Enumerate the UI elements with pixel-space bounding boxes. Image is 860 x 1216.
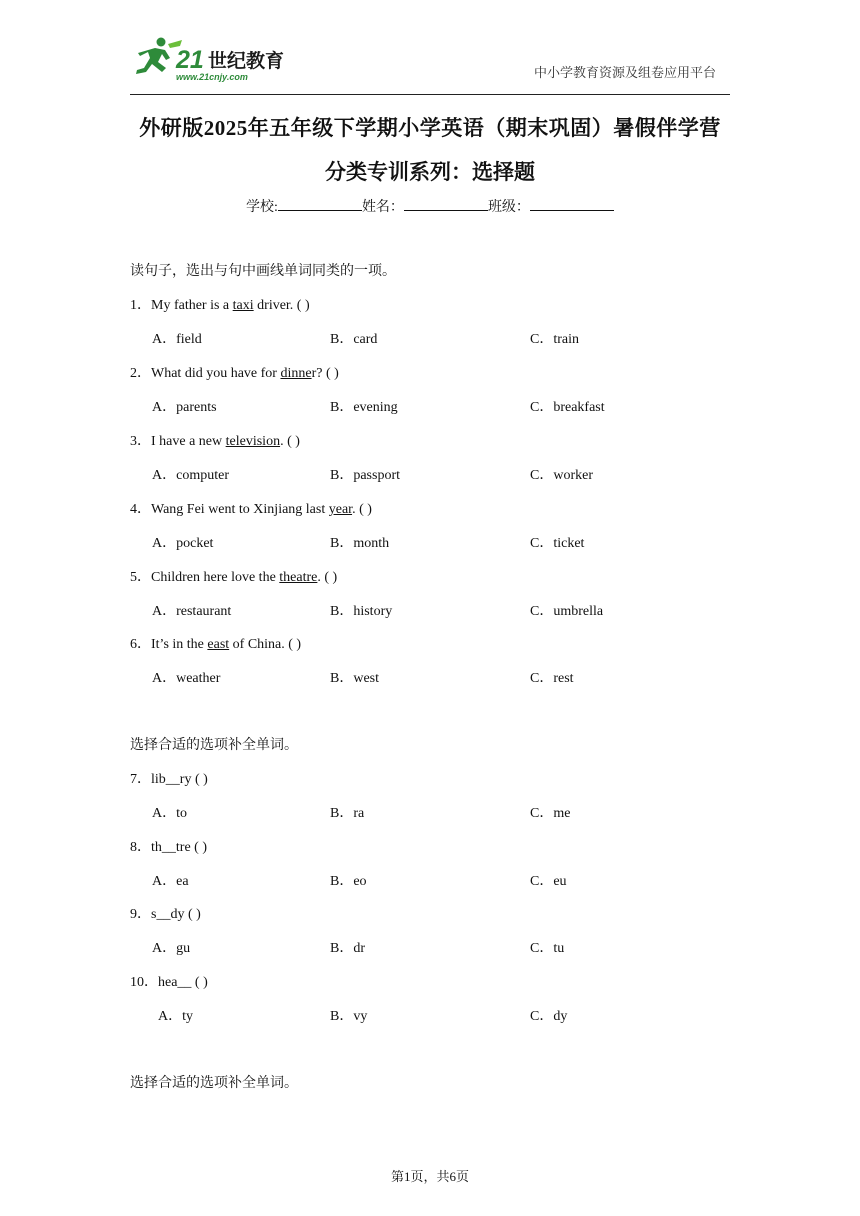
question: 7．lib__ry ( ): [130, 772, 208, 787]
option-a[interactable]: A．ea: [152, 874, 189, 889]
header-platform-text: 中小学教育资源及组卷应用平台: [533, 65, 716, 80]
option-a[interactable]: A．ty: [158, 1009, 193, 1024]
option-c[interactable]: C．umbrella: [530, 604, 604, 619]
option-row: [152, 802, 712, 822]
option-c[interactable]: C．ticket: [530, 536, 585, 551]
option-row: [152, 667, 712, 687]
option-b[interactable]: B．vy: [330, 1009, 368, 1024]
site-logo: [128, 36, 303, 82]
option-c[interactable]: C．train: [530, 332, 579, 347]
logo-text: 世纪教育: [208, 50, 285, 72]
option-b[interactable]: B．dr: [330, 941, 365, 956]
option-row: [158, 1005, 718, 1025]
question: 9．s__dy ( ): [130, 907, 201, 922]
option-row: [152, 464, 712, 484]
question: 8．th__tre ( ): [130, 840, 207, 855]
option-b[interactable]: B．month: [330, 536, 390, 551]
option-a[interactable]: A．pocket: [152, 536, 214, 551]
option-b[interactable]: B．west: [330, 671, 379, 686]
section-instruction: 选择合适的选项补全单词。: [130, 1076, 298, 1091]
option-row: [152, 870, 712, 890]
option-c[interactable]: C．breakfast: [530, 400, 605, 415]
section-instruction: 选择合适的选项补全单词。: [130, 738, 298, 753]
option-b[interactable]: B．ra: [330, 806, 365, 821]
option-b[interactable]: B．eo: [330, 874, 367, 889]
question: 3．I have a new television. ( ): [130, 434, 300, 449]
option-a[interactable]: A．restaurant: [152, 604, 232, 619]
question: 5．Children here love the theatre. ( ): [130, 570, 338, 585]
page-subtitle: 分类专训系列：选择题: [325, 160, 535, 184]
class-blank[interactable]: [530, 197, 614, 211]
option-c[interactable]: C．rest: [530, 671, 574, 686]
header-divider: [130, 94, 730, 95]
option-row: [152, 937, 712, 957]
page-title: 外研版2025年五年级下学期小学英语（期末巩固）暑假伴学营: [139, 116, 721, 140]
option-c[interactable]: C．tu: [530, 941, 565, 956]
section-instruction: 读句子，选出与句中画线单词同类的一项。: [130, 264, 396, 279]
option-b[interactable]: B．evening: [330, 400, 398, 415]
option-row: [152, 600, 712, 620]
option-a[interactable]: A．parents: [152, 400, 217, 415]
option-a[interactable]: A．to: [152, 806, 187, 821]
student-info-line: [130, 196, 730, 216]
school-blank[interactable]: [278, 197, 362, 211]
name-label: 姓名：: [361, 200, 404, 215]
option-c[interactable]: C．worker: [530, 468, 593, 483]
question: 1．My father is a taxi driver. ( ): [130, 298, 310, 313]
page-number: 第1页，共6页: [390, 1169, 469, 1184]
option-b[interactable]: B．history: [330, 604, 393, 619]
option-a[interactable]: A．weather: [152, 671, 221, 686]
school-label: 学校:: [246, 200, 278, 215]
option-a[interactable]: A．field: [152, 332, 202, 347]
svg-text:21: 21: [176, 46, 204, 74]
name-blank[interactable]: [404, 197, 488, 211]
question: 2．What did you have for dinner? ( ): [130, 366, 339, 381]
class-label: 班级：: [487, 200, 530, 215]
option-b[interactable]: B．card: [330, 332, 378, 347]
option-row: [152, 532, 712, 552]
option-a[interactable]: A．computer: [152, 468, 229, 483]
question: 10．hea__ ( ): [130, 975, 208, 990]
question: 6．It’s in the east of China. ( ): [130, 637, 302, 652]
option-row: [152, 328, 712, 348]
option-b[interactable]: B．passport: [330, 468, 400, 483]
option-row: [152, 396, 712, 416]
option-c[interactable]: C．eu: [530, 874, 567, 889]
option-c[interactable]: C．dy: [530, 1009, 568, 1024]
option-a[interactable]: A．gu: [152, 941, 191, 956]
logo-url: www.21cnjy.com: [176, 72, 248, 82]
question: 4．Wang Fei went to Xinjiang last year. ( ): [130, 502, 372, 517]
option-c[interactable]: C．me: [530, 806, 571, 821]
